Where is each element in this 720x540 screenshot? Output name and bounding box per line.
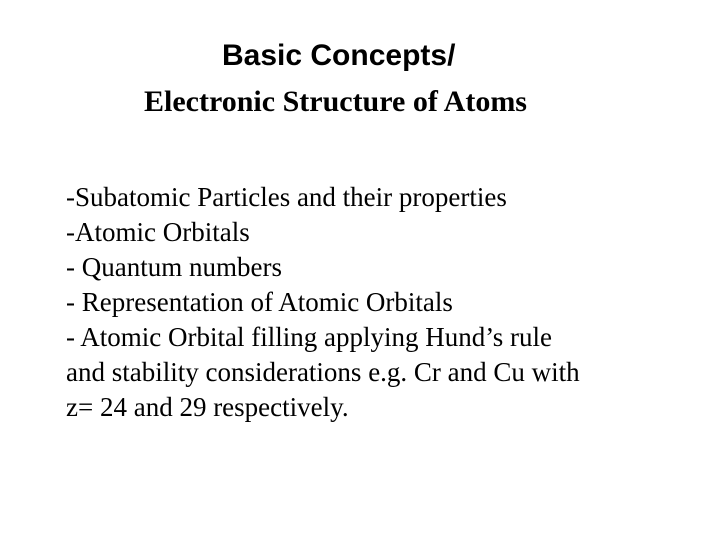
bullet-item-multiline	[66, 320, 696, 425]
bullet-line: and stability considerations e.g. Cr and Cu with	[66, 357, 580, 387]
bullet-item: -Subatomic Particles and their properties	[66, 182, 507, 212]
slide-subtitle: Electronic Structure of Atoms	[144, 85, 527, 118]
slide-title: Basic Concepts/	[222, 39, 456, 72]
bullet-line: z= 24 and 29 respectively.	[66, 392, 349, 422]
bullet-item: -Atomic Orbitals	[66, 217, 250, 247]
bullet-item: - Quantum numbers	[66, 252, 282, 282]
bullet-line: - Atomic Orbital filling applying Hund’s rule	[66, 322, 552, 352]
bullet-item: - Representation of Atomic Orbitals	[66, 287, 453, 317]
bullet-list	[66, 180, 696, 425]
